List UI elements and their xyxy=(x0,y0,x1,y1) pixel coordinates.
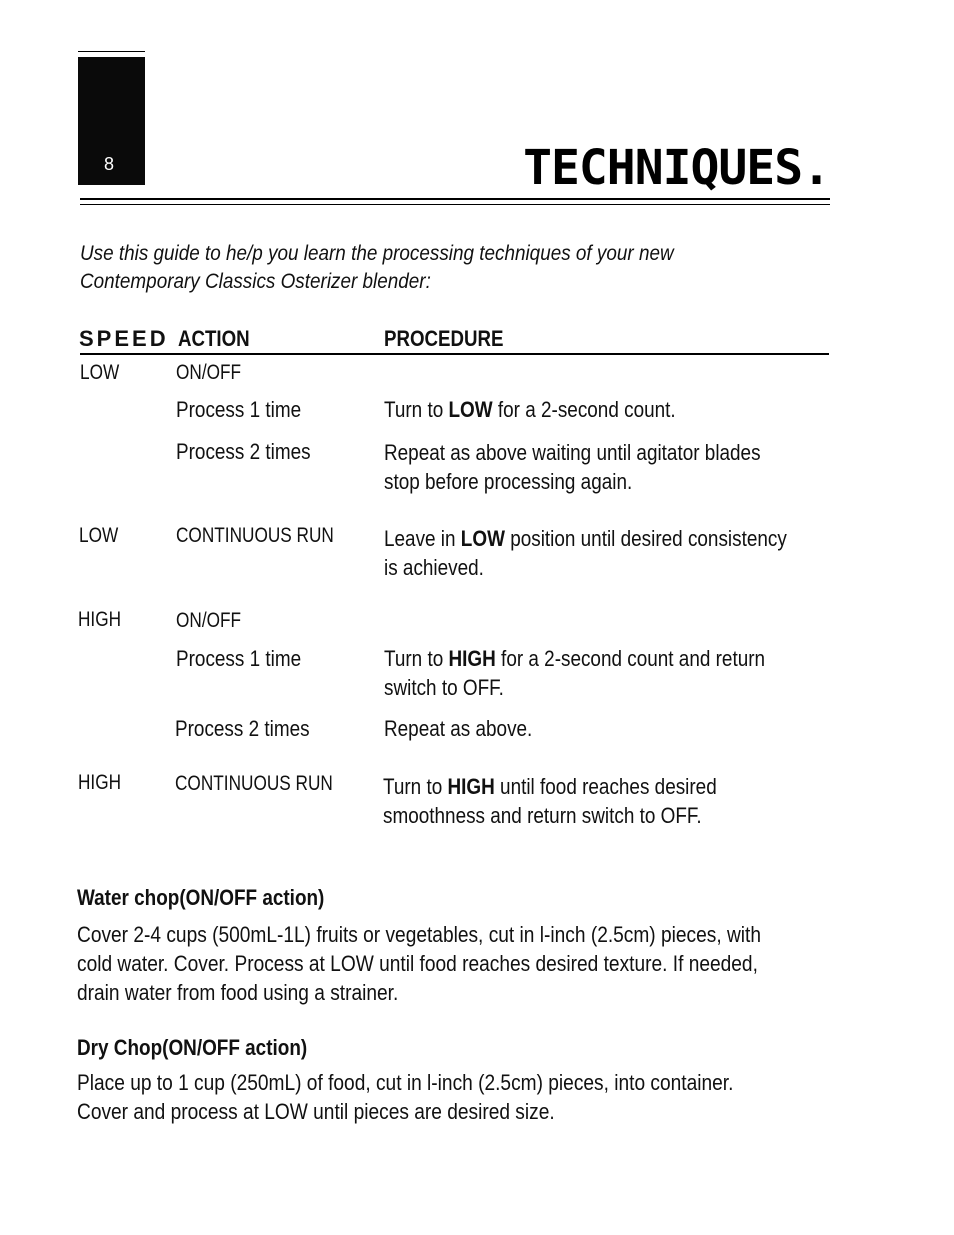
procedure-text: for a 2-second count. xyxy=(492,397,676,422)
procedure-cell xyxy=(384,644,765,702)
action-cell: CONTINUOUS RUN xyxy=(175,772,333,795)
procedure-cell: Repeat as above. xyxy=(384,716,533,741)
page-number: 8 xyxy=(104,154,115,174)
speed-cell: LOW xyxy=(80,361,120,384)
procedure-text: smoothness and return switch to OFF. xyxy=(383,803,702,828)
procedure-emphasis: LOW xyxy=(448,397,493,422)
procedure-cell xyxy=(384,395,676,424)
page-title: TECHNIQUES. xyxy=(523,140,830,196)
procedure-text: stop before processing again. xyxy=(384,469,633,494)
header-rule xyxy=(80,353,829,355)
top-rule xyxy=(78,51,145,52)
procedure-text: position until desired consistency xyxy=(504,526,787,551)
paragraph-line: Cover 2-4 cups (500mL-1L) fruits or vegetables, cut in l-inch (2.5cm) pieces, with xyxy=(77,922,762,947)
water-chop-text xyxy=(77,920,761,1007)
procedure-emphasis: HIGH xyxy=(447,774,495,799)
header-action: ACTION xyxy=(178,326,250,351)
procedure-text: switch to OFF. xyxy=(384,675,504,700)
procedure-emphasis: LOW xyxy=(460,526,505,551)
water-chop-heading: Water chop(ON/OFF action) xyxy=(77,885,325,910)
header-procedure: PROCEDURE xyxy=(384,326,504,351)
title-rule-thin xyxy=(80,204,830,205)
procedure-text: Repeat as above waiting until agitator blades xyxy=(384,440,761,465)
dry-chop-heading: Dry Chop(ON/OFF action) xyxy=(77,1035,308,1060)
procedure-cell xyxy=(384,524,787,582)
title-rule-thick xyxy=(80,198,830,200)
action-cell: Process 1 time xyxy=(176,397,302,422)
procedure-cell xyxy=(383,772,717,830)
action-cell: CONTINUOUS RUN xyxy=(176,524,334,547)
procedure-emphasis: HIGH xyxy=(448,646,496,671)
speed-cell: LOW xyxy=(79,524,119,547)
intro-line: Contemporary Classics Osterizer blender: xyxy=(80,270,431,293)
procedure-text: Turn to xyxy=(383,774,448,799)
intro-text xyxy=(80,240,674,296)
action-cell: ON/OFF xyxy=(176,609,242,632)
procedure-text: Leave in xyxy=(384,526,461,551)
action-cell: Process 2 times xyxy=(176,439,311,464)
procedure-text: is achieved. xyxy=(384,555,484,580)
paragraph-line: Cover and process at LOW until pieces are desired size. xyxy=(77,1099,555,1124)
procedure-text: until food reaches desired xyxy=(494,774,717,799)
speed-cell: HIGH xyxy=(78,771,122,794)
procedure-text: Turn to xyxy=(384,646,449,671)
paragraph-line: cold water. Cover. Process at LOW until food reaches desired texture. If needed, xyxy=(77,951,758,976)
header-speed: SPEED xyxy=(79,326,169,351)
action-cell: Process 2 times xyxy=(175,716,310,741)
procedure-text: Turn to xyxy=(384,397,449,422)
action-cell: ON/OFF xyxy=(176,361,242,384)
paragraph-line: Place up to 1 cup (250mL) of food, cut in l-inch (2.5cm) pieces, into container. xyxy=(77,1070,734,1095)
paragraph-line: drain water from food using a strainer. xyxy=(77,980,399,1005)
speed-cell: HIGH xyxy=(78,608,122,631)
procedure-cell xyxy=(384,438,761,496)
procedure-text: for a 2-second count and return xyxy=(495,646,766,671)
action-cell: Process 1 time xyxy=(176,646,302,671)
intro-line: Use this guide to he/p you learn the processing techniques of your new xyxy=(80,242,674,265)
dry-chop-text xyxy=(77,1068,733,1126)
